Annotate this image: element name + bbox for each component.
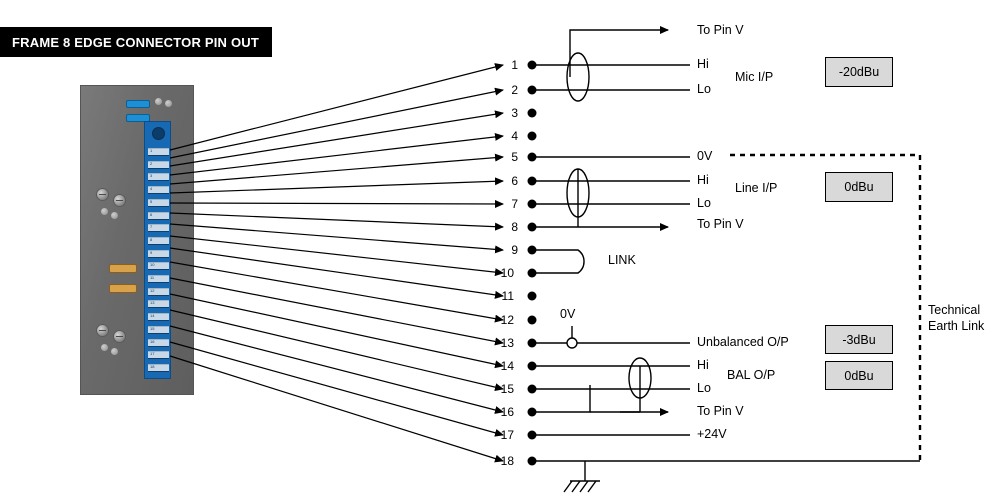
- pin-number-10: 10: [500, 266, 514, 280]
- balanced-output-wires: [536, 358, 690, 412]
- connector-pin-number: 17: [150, 351, 155, 357]
- pin-16-label: To Pin V: [697, 404, 744, 418]
- connector-pin-number: 9: [150, 249, 153, 255]
- unbal-level-box: -3dBu: [825, 325, 893, 354]
- pin-17-label: +24V: [697, 427, 727, 441]
- connector-pin-number: 7: [150, 224, 153, 230]
- technical-earth-link-line-1: Technical: [928, 303, 981, 317]
- top-to-pin-v-label: To Pin V: [697, 23, 744, 37]
- pin-number-12: 12: [500, 313, 514, 327]
- connector-pin-number: 12: [150, 287, 155, 293]
- pin-number-8: 8: [511, 220, 518, 234]
- pin-8-label: To Pin V: [697, 217, 744, 231]
- connector-pin-number: 15: [150, 325, 155, 331]
- pin-1-label: Hi: [697, 57, 709, 71]
- pin-5-label: 0V: [697, 149, 713, 163]
- connector-pin-number: 8: [150, 236, 153, 242]
- balanced-output-label: BAL O/P: [727, 368, 776, 382]
- technical-earth-link-label: [928, 303, 984, 334]
- pin-14-label: Hi: [697, 358, 709, 372]
- connector-pin-number: 14: [150, 313, 155, 319]
- pin-13-label: Unbalanced O/P: [697, 335, 789, 349]
- pin-number-13: 13: [500, 336, 514, 350]
- connector-pin-number: 3: [150, 173, 153, 179]
- connector-pin-number: 6: [150, 211, 153, 217]
- page-title: FRAME 8 EDGE CONNECTOR PIN OUT: [0, 27, 272, 57]
- pin-number-15: 15: [500, 382, 514, 396]
- bal-level-box: 0dBu: [825, 361, 893, 390]
- unbalanced-output-wires: [536, 326, 690, 348]
- pin-number-18: 18: [500, 454, 514, 468]
- connector-pin-number: 5: [150, 198, 153, 204]
- earth-wire: [536, 461, 920, 492]
- pin-15-label: Lo: [697, 381, 711, 395]
- link-label: LINK: [608, 253, 636, 267]
- pin-number-5: 5: [511, 150, 518, 164]
- link-jumper: [536, 250, 584, 273]
- technical-earth-link-line-2: Earth Link: [928, 318, 985, 333]
- pin-7-label: Lo: [697, 196, 711, 210]
- pin-number-1: 1: [511, 58, 518, 72]
- line-level-box: 0dBu: [825, 172, 893, 202]
- line-input-label: Line I/P: [735, 181, 778, 195]
- connector-pin-number: 18: [150, 363, 155, 369]
- connector-pin-number: 13: [150, 300, 155, 306]
- pin-number-2: 2: [511, 83, 518, 97]
- connector-pin-number: 2: [150, 160, 153, 166]
- connector-pin-number: 11: [150, 275, 155, 281]
- pin-6-label: Hi: [697, 173, 709, 187]
- connector-pin-number: 1: [150, 148, 153, 153]
- mic-input-wires: [536, 30, 690, 101]
- connector-pin-number: 10: [150, 262, 155, 268]
- mic-input-label: Mic I/P: [735, 70, 774, 84]
- connector-pin-number: 16: [150, 338, 155, 344]
- pin-number-17: 17: [500, 428, 514, 442]
- pin-leader-lines: [170, 65, 503, 461]
- line-input-wires: [536, 169, 690, 227]
- pin-number-3: 3: [511, 106, 518, 120]
- pin-number-7: 7: [511, 197, 518, 211]
- pin-2-label: Lo: [697, 82, 711, 96]
- pin-number-14: 14: [500, 359, 514, 373]
- pin-number-9: 9: [511, 243, 518, 257]
- pin-number-16: 16: [500, 405, 514, 419]
- pin-number-6: 6: [511, 174, 518, 188]
- connector-pin-number: 4: [150, 186, 153, 192]
- pin-number-4: 4: [511, 129, 518, 143]
- pin-13-zero-volt-label: 0V: [560, 307, 576, 321]
- pin-number-11: 11: [501, 289, 514, 303]
- mic-level-box: -20dBu: [825, 57, 893, 87]
- pin-terminal-dots: [528, 61, 537, 466]
